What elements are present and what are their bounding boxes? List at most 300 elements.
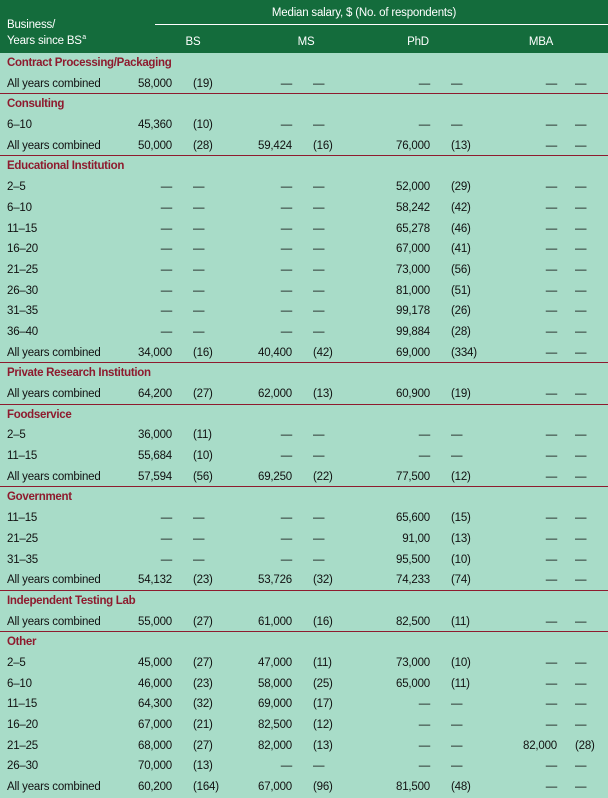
bs-median-salary: 60,200 — [138, 781, 172, 794]
ms-median-salary: — — [280, 284, 292, 297]
ms-respondents: (16) — [313, 139, 333, 152]
mba-median-salary: — — [545, 263, 557, 276]
phd-median-salary: 99,178 — [396, 305, 430, 318]
mba-median-salary: — — [545, 284, 557, 297]
ms-respondents: — — [313, 284, 325, 297]
mba-respondents: — — [575, 119, 587, 132]
ms-median-salary: — — [280, 532, 292, 545]
mba-respondents: — — [575, 781, 587, 794]
ms-median-salary: — — [280, 222, 292, 235]
ms-median-salary: 53,726 — [258, 574, 292, 587]
column-header-ms: MS — [297, 36, 315, 48]
bs-respondents: — — [193, 512, 205, 525]
row-label: 2–5 — [7, 656, 26, 669]
ms-median-salary: 58,000 — [258, 677, 292, 690]
phd-respondents: — — [451, 429, 463, 442]
mba-respondents: — — [575, 201, 587, 214]
phd-median-salary: 65,600 — [396, 512, 430, 525]
row-label: 11–15 — [7, 222, 38, 235]
ms-respondents: — — [313, 553, 325, 566]
phd-median-salary: 60,900 — [396, 388, 430, 400]
phd-respondents: — — [451, 698, 463, 711]
phd-respondents: — — [451, 77, 463, 90]
mba-respondents: — — [575, 760, 587, 773]
table-row — [0, 570, 608, 591]
mba-median-salary: — — [545, 553, 557, 566]
mba-respondents: — — [575, 325, 587, 338]
ms-median-salary: — — [280, 512, 292, 525]
ms-respondents: (13) — [313, 739, 333, 752]
ms-respondents: — — [313, 77, 325, 90]
section-header-educational-institution: Educational Institution — [7, 160, 125, 173]
mba-median-salary: — — [545, 760, 557, 773]
section-header-foodservice: Foodservice — [7, 408, 72, 421]
column-header-mba: MBA — [528, 36, 554, 48]
column-group-label: Median salary, $ (No. of respondents) — [271, 7, 457, 19]
footnote-marker: a — [82, 34, 86, 42]
phd-median-salary: — — [418, 450, 430, 463]
table-row — [0, 529, 608, 550]
row-label: 36–40 — [7, 325, 38, 338]
phd-median-salary: 76,000 — [396, 139, 430, 152]
ms-respondents: (96) — [313, 781, 333, 794]
stub-header-line2 — [7, 34, 86, 48]
phd-median-salary: 73,000 — [396, 263, 430, 276]
mba-median-salary: — — [545, 119, 557, 132]
mba-respondents: — — [575, 77, 587, 90]
table-row — [0, 777, 608, 798]
phd-median-salary: 91,00 — [402, 532, 430, 545]
bs-respondents: (27) — [193, 739, 213, 752]
row-label: 2–5 — [7, 429, 26, 442]
mba-median-salary: — — [545, 139, 557, 152]
bs-median-salary: 45,360 — [138, 119, 172, 132]
phd-respondents: (26) — [451, 305, 471, 318]
bs-respondents: — — [193, 263, 205, 276]
ms-median-salary: — — [280, 760, 292, 773]
bs-respondents: (56) — [193, 470, 213, 483]
row-label: 26–30 — [7, 284, 38, 297]
row-label: 2–5 — [7, 181, 26, 194]
bs-median-salary: 45,000 — [138, 656, 172, 669]
bs-respondents: (13) — [193, 760, 213, 773]
phd-respondents: (51) — [451, 284, 471, 297]
mba-median-salary: — — [545, 450, 557, 463]
row-label: All years combined — [7, 470, 101, 483]
bs-median-salary: 34,000 — [138, 346, 172, 359]
ms-median-salary: 40,400 — [258, 346, 292, 359]
ms-median-salary: 82,500 — [258, 719, 292, 731]
row-label: 31–35 — [7, 553, 38, 566]
ms-respondents: (13) — [313, 388, 333, 400]
bs-respondents: — — [193, 325, 205, 338]
mba-median-salary: — — [545, 181, 557, 194]
phd-median-salary: 69,000 — [396, 346, 430, 359]
table-row — [0, 612, 608, 633]
table-row — [0, 115, 608, 136]
column-header-phd: PhD — [407, 36, 429, 48]
mba-median-salary: — — [545, 201, 557, 214]
row-label: 31–35 — [7, 305, 38, 318]
phd-median-salary: 81,500 — [396, 781, 430, 794]
mba-respondents: (28) — [575, 739, 595, 752]
table-row — [0, 301, 608, 322]
section-header-private-research-institution: Private Research Institution — [7, 367, 151, 380]
bs-median-salary: 68,000 — [138, 739, 172, 752]
ms-median-salary: — — [280, 450, 292, 463]
bs-respondents: (19) — [193, 77, 213, 90]
table-row — [0, 260, 608, 281]
phd-respondents: — — [451, 119, 463, 132]
bs-median-salary: — — [160, 222, 172, 235]
bs-respondents: (10) — [193, 450, 213, 463]
ms-respondents: (16) — [313, 615, 333, 628]
column-header-bs: BS — [185, 36, 201, 48]
phd-respondents: (19) — [451, 388, 471, 400]
bs-median-salary: 55,684 — [138, 450, 172, 463]
bs-respondents: (23) — [193, 677, 213, 690]
bs-median-salary: 67,000 — [138, 719, 172, 731]
bs-median-salary: 55,000 — [138, 615, 172, 628]
section-header-independent-testing-lab: Independent Testing Lab — [7, 594, 136, 607]
mba-median-salary: — — [545, 222, 557, 235]
section-header-government: Government — [7, 491, 72, 504]
row-label: All years combined — [7, 346, 101, 359]
row-label: 11–15 — [7, 512, 38, 525]
table-body — [0, 53, 608, 798]
bs-median-salary: 70,000 — [138, 760, 172, 773]
mba-median-salary: — — [545, 325, 557, 338]
ms-respondents: — — [313, 119, 325, 132]
phd-median-salary: — — [418, 760, 430, 773]
phd-respondents: — — [451, 739, 463, 752]
table-row — [0, 467, 608, 488]
bs-median-salary: — — [160, 284, 172, 297]
row-label: 11–15 — [7, 450, 38, 463]
ms-respondents: (22) — [313, 470, 333, 483]
bs-median-salary: 57,594 — [138, 470, 172, 483]
mba-respondents: — — [575, 615, 587, 628]
row-label: 21–25 — [7, 532, 38, 545]
mba-median-salary: — — [545, 77, 557, 90]
phd-respondents: (29) — [451, 181, 471, 194]
table-row — [0, 756, 608, 777]
mba-median-salary: — — [545, 429, 557, 442]
table-row — [0, 177, 608, 198]
bs-median-salary: 58,000 — [138, 77, 172, 90]
row-label: All years combined — [7, 615, 101, 628]
bs-respondents: — — [193, 201, 205, 214]
bs-median-salary: 64,300 — [138, 698, 172, 711]
ms-respondents: — — [313, 325, 325, 338]
bs-respondents: — — [193, 532, 205, 545]
mba-respondents: — — [575, 574, 587, 587]
mba-respondents: — — [575, 470, 587, 483]
ms-respondents: (11) — [313, 656, 332, 669]
phd-median-salary: — — [418, 429, 430, 442]
ms-respondents: — — [313, 222, 325, 235]
phd-median-salary: 99,884 — [396, 325, 430, 338]
table-header — [0, 0, 608, 53]
phd-respondents: (10) — [451, 656, 471, 669]
section-header-other: Other — [7, 636, 37, 649]
mba-median-salary: — — [545, 574, 557, 587]
mba-respondents: — — [575, 181, 587, 194]
mba-respondents: — — [575, 677, 587, 690]
row-label: All years combined — [7, 139, 101, 152]
mba-respondents: — — [575, 222, 587, 235]
bs-median-salary: — — [160, 181, 172, 194]
table-row — [0, 384, 608, 405]
phd-respondents: (334) — [451, 346, 477, 359]
phd-median-salary: 58,242 — [396, 201, 430, 214]
bs-respondents: — — [193, 243, 205, 256]
bs-respondents: — — [193, 284, 205, 297]
bs-respondents: (27) — [193, 388, 213, 400]
bs-median-salary: 50,000 — [138, 139, 172, 152]
ms-median-salary: 59,424 — [258, 139, 292, 152]
bs-respondents: (11) — [193, 429, 212, 442]
mba-median-salary: — — [545, 615, 557, 628]
table-row — [0, 343, 608, 364]
section-header-contract-processing-packaging: Contract Processing/Packaging — [7, 57, 172, 69]
ms-median-salary: — — [280, 553, 292, 566]
row-label: 26–30 — [7, 760, 38, 773]
bs-respondents: (27) — [193, 615, 213, 628]
row-label: All years combined — [7, 574, 101, 587]
table-row — [0, 446, 608, 467]
phd-median-salary: 82,500 — [396, 615, 430, 628]
bs-median-salary: — — [160, 325, 172, 338]
bs-median-salary: — — [160, 512, 172, 525]
phd-median-salary: 74,233 — [396, 574, 430, 587]
phd-respondents: (46) — [451, 222, 471, 235]
ms-respondents: — — [313, 201, 325, 214]
ms-respondents: (32) — [313, 574, 333, 587]
bs-respondents: — — [193, 181, 205, 194]
bs-median-salary: 36,000 — [138, 429, 172, 442]
phd-median-salary: — — [418, 119, 430, 132]
phd-median-salary: — — [418, 719, 430, 731]
mba-median-salary: — — [545, 305, 557, 318]
ms-median-salary: — — [280, 181, 292, 194]
table-row — [0, 550, 608, 571]
row-label: 6–10 — [7, 201, 32, 214]
mba-respondents: — — [575, 243, 587, 256]
table-row — [0, 239, 608, 260]
phd-respondents: (28) — [451, 325, 471, 338]
table-row — [0, 281, 608, 302]
ms-median-salary: 82,000 — [258, 739, 292, 752]
mba-respondents: — — [575, 656, 587, 669]
ms-median-salary: 69,250 — [258, 470, 292, 483]
ms-respondents: — — [313, 450, 325, 463]
ms-median-salary: 67,000 — [258, 781, 292, 794]
mba-median-salary: — — [545, 656, 557, 669]
table-row — [0, 74, 608, 95]
bs-respondents: — — [193, 305, 205, 318]
bs-respondents: (32) — [193, 698, 213, 711]
mba-respondents: — — [575, 305, 587, 318]
phd-respondents: — — [451, 719, 463, 731]
mba-median-salary: — — [545, 243, 557, 256]
row-label: 21–25 — [7, 739, 38, 752]
ms-respondents: — — [313, 181, 325, 194]
table-row — [0, 736, 608, 757]
ms-respondents: (25) — [313, 677, 333, 690]
ms-respondents: — — [313, 512, 325, 525]
ms-median-salary: — — [280, 263, 292, 276]
mba-median-salary: — — [545, 346, 557, 359]
phd-median-salary: 52,000 — [396, 181, 430, 194]
mba-median-salary: — — [545, 512, 557, 525]
phd-respondents: (56) — [451, 263, 471, 276]
mba-median-salary: — — [545, 470, 557, 483]
ms-median-salary: — — [280, 201, 292, 214]
ms-respondents: — — [313, 305, 325, 318]
section-header-consulting: Consulting — [7, 98, 65, 111]
table-row — [0, 653, 608, 674]
mba-respondents: — — [575, 450, 587, 463]
bs-median-salary: — — [160, 201, 172, 214]
mba-respondents: — — [575, 698, 587, 711]
row-label: All years combined — [7, 77, 101, 90]
ms-respondents: — — [313, 243, 325, 256]
mba-respondents: — — [575, 346, 587, 359]
bs-respondents: (27) — [193, 656, 213, 669]
phd-respondents: (11) — [451, 615, 470, 628]
table-row — [0, 198, 608, 219]
mba-median-salary: — — [545, 698, 557, 711]
ms-median-salary: — — [280, 77, 292, 90]
ms-respondents: — — [313, 760, 325, 773]
table-row — [0, 425, 608, 446]
bs-respondents: (164) — [193, 781, 219, 794]
column-group-rule — [155, 24, 608, 25]
table-row — [0, 674, 608, 695]
mba-respondents: — — [575, 263, 587, 276]
ms-median-salary: 61,000 — [258, 615, 292, 628]
bs-median-salary: 54,132 — [138, 574, 172, 587]
row-label: 6–10 — [7, 119, 32, 132]
row-label: All years combined — [7, 388, 101, 400]
stub-header-line2-text: Years since BS — [7, 35, 82, 47]
mba-median-salary: — — [545, 532, 557, 545]
phd-respondents: (41) — [451, 243, 471, 256]
phd-respondents: (13) — [451, 532, 471, 545]
ms-respondents: — — [313, 263, 325, 276]
ms-respondents: (12) — [313, 719, 333, 731]
row-label: 16–20 — [7, 719, 38, 731]
ms-median-salary: 69,000 — [258, 698, 292, 711]
ms-median-salary: — — [280, 305, 292, 318]
phd-respondents: (11) — [451, 677, 470, 690]
mba-respondents: — — [575, 532, 587, 545]
table-row — [0, 322, 608, 343]
phd-respondents: — — [451, 760, 463, 773]
bs-median-salary: — — [160, 243, 172, 256]
ms-median-salary: — — [280, 243, 292, 256]
phd-respondents: — — [451, 450, 463, 463]
bs-respondents: (28) — [193, 139, 213, 152]
mba-respondents: — — [575, 388, 587, 400]
ms-median-salary: 62,000 — [258, 388, 292, 400]
phd-median-salary: — — [418, 698, 430, 711]
table-row — [0, 508, 608, 529]
table-row — [0, 219, 608, 240]
phd-respondents: (74) — [451, 574, 471, 587]
ms-median-salary: — — [280, 119, 292, 132]
ms-respondents: — — [313, 532, 325, 545]
ms-respondents: (42) — [313, 346, 333, 359]
ms-respondents: — — [313, 429, 325, 442]
row-label: 11–15 — [7, 698, 38, 711]
phd-median-salary: — — [418, 77, 430, 90]
bs-median-salary: — — [160, 532, 172, 545]
mba-respondents: — — [575, 284, 587, 297]
ms-median-salary: 47,000 — [258, 656, 292, 669]
stub-header-line1: Business/ — [7, 19, 56, 31]
phd-median-salary: 65,278 — [396, 222, 430, 235]
bs-median-salary: 46,000 — [138, 677, 172, 690]
mba-median-salary: 82,000 — [523, 739, 557, 752]
phd-median-salary: — — [418, 739, 430, 752]
row-label: 21–25 — [7, 263, 38, 276]
ms-median-salary: — — [280, 429, 292, 442]
mba-respondents: — — [575, 553, 587, 566]
phd-respondents: (10) — [451, 553, 471, 566]
table-row — [0, 694, 608, 715]
phd-median-salary: 73,000 — [396, 656, 430, 669]
bs-median-salary: — — [160, 553, 172, 566]
bs-median-salary: 64,200 — [138, 388, 172, 400]
table-row — [0, 715, 608, 736]
phd-median-salary: 67,000 — [396, 243, 430, 256]
ms-median-salary: — — [280, 325, 292, 338]
phd-respondents: (13) — [451, 139, 471, 152]
bs-respondents: (10) — [193, 119, 213, 132]
bs-respondents: — — [193, 222, 205, 235]
mba-respondents: — — [575, 139, 587, 152]
mba-median-salary: — — [545, 388, 557, 400]
phd-median-salary: 77,500 — [396, 470, 430, 483]
mba-median-salary: — — [545, 677, 557, 690]
mba-median-salary: — — [545, 719, 557, 731]
mba-respondents: — — [575, 512, 587, 525]
bs-respondents: — — [193, 553, 205, 566]
bs-median-salary: — — [160, 305, 172, 318]
phd-respondents: (42) — [451, 201, 471, 214]
bs-respondents: (16) — [193, 346, 213, 359]
row-label: All years combined — [7, 781, 101, 794]
mba-median-salary: — — [545, 781, 557, 794]
phd-median-salary: 65,000 — [396, 677, 430, 690]
phd-respondents: (15) — [451, 512, 471, 525]
phd-respondents: (12) — [451, 470, 471, 483]
row-label: 6–10 — [7, 677, 32, 690]
phd-median-salary: 95,500 — [396, 553, 430, 566]
bs-respondents: (23) — [193, 574, 213, 587]
table-row — [0, 136, 608, 157]
bs-respondents: (21) — [193, 719, 213, 731]
mba-respondents: — — [575, 719, 587, 731]
ms-respondents: (17) — [313, 698, 333, 711]
phd-median-salary: 81,000 — [396, 284, 430, 297]
row-label: 16–20 — [7, 243, 38, 256]
mba-respondents: — — [575, 429, 587, 442]
bs-median-salary: — — [160, 263, 172, 276]
phd-respondents: (48) — [451, 781, 471, 794]
